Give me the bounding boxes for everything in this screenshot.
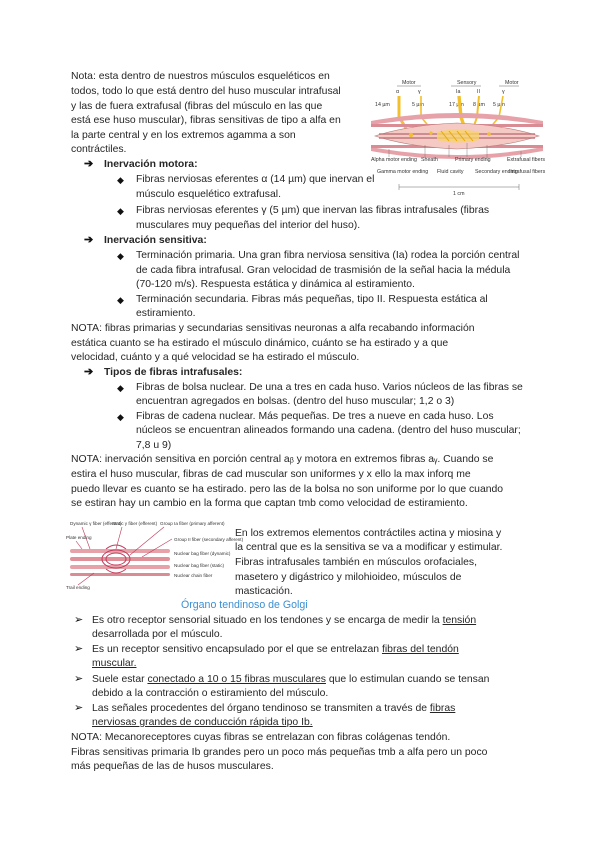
fig1-d14-label: 14 µm	[375, 102, 390, 108]
side-line: masetero y digástrico y milohioideo, músculos de	[235, 572, 462, 583]
side-line: Fibras intrafusales también en músculos orofaciales,	[235, 557, 477, 568]
fig1-secondary-label: Secondary ending	[475, 169, 518, 175]
fig1-d17-label: 17 µm	[449, 102, 464, 108]
motor-heading: Inervación motora:	[104, 159, 198, 170]
intrafusal-fibers-figure	[64, 519, 244, 597]
note1-line: estática cuanto se ha estirado el músculo dinámico, cuánto se ha estirado y a que	[71, 338, 449, 349]
golgi-item-4-cont: nerviosas grandes de conducción rápida tipo Ib.	[92, 717, 313, 728]
motor-bullet-2-cont: musculares muy pequeñas del interior del huso).	[136, 220, 361, 231]
note1-line: velocidad, cuánto y a qué velocidad se ha estirado el músculo.	[71, 352, 360, 363]
sensory-bullet-1-cont: de cada fibra intrafusal. Gran velocidad de trasmisión de la señal hacia la médula	[136, 265, 511, 276]
fig2-plate-label: Plate ending	[66, 535, 92, 540]
motor-bullet-2: Fibras nerviosas eferentes γ (5 µm) que inervan las fibras intrafusales (fibras	[136, 205, 490, 216]
arrow-bullet-icon: ➔	[84, 158, 94, 170]
motor-bullet-1-cont: músculo esquelético extrafusal.	[136, 189, 281, 200]
diamond-bullet-icon: ◆	[117, 175, 124, 185]
fig1-gamma2-label: γ	[502, 89, 505, 95]
intro-line: contráctiles.	[71, 144, 127, 155]
diamond-bullet-icon: ◆	[117, 251, 124, 261]
motor-bullet-1: Fibras nerviosas eferentes α (14 µm) que inervan el	[136, 174, 375, 185]
chevron-bullet-icon: ➢	[74, 614, 84, 626]
golgi-item-3-cont: debido a la contracción o estiramiento del músculo.	[92, 688, 329, 699]
fig1-sensory-label: Sensory	[457, 80, 477, 86]
chevron-bullet-icon: ➢	[74, 702, 84, 714]
intro-line: Nota: esta dentro de nuestros músculos esqueléticos en	[71, 71, 330, 82]
closing-line: NOTA: Mecanoreceptores cuyas fibras se entrelazan con fibras colágenas tendón.	[71, 732, 451, 743]
golgi-item-2-underline: fibras del tendón	[381, 644, 459, 655]
types-bullet-2-cont: 7,8 u 9)	[136, 440, 172, 451]
types-bullet-2-cont: núcleos se encuentran alineados formando una cadena. (dentro del huso muscular;	[136, 425, 521, 436]
intro-line: está ese huso muscular), fibras sensitivas de tipo a alfa en	[71, 115, 341, 126]
diamond-bullet-icon: ◆	[117, 295, 124, 305]
closing-line: más pequeñas de las de husos musculares.	[71, 761, 274, 772]
fig1-alpha-label: α	[396, 89, 400, 95]
fig1-sheath-label: Sheath	[421, 157, 438, 163]
fig2-group-ii-label: Group II fiber (secondary afferent)	[174, 537, 244, 542]
diamond-bullet-icon: ◆	[117, 383, 124, 393]
sensory-heading: Inervación sensitiva:	[104, 235, 207, 246]
fig1-extrafusal-label: Extrafusal fibers	[507, 157, 545, 163]
intro-line: la parte central y en los extremos agamma a son	[71, 130, 296, 141]
note2-line: NOTA: inervación sensitiva en porción central aᵦ y motora en extremos fibras aᵧ. Cuando se	[71, 454, 494, 465]
golgi-item-1: Es otro receptor sensorial situado en los tendones y se encarga de medir la tensión	[92, 615, 477, 626]
chevron-bullet-icon: ➢	[74, 643, 84, 655]
golgi-item-2: Es un receptor sensitivo encapsulado por el que se entrelazan fibras del tendón	[92, 644, 459, 655]
types-heading: Tipos de fibras intrafusales:	[104, 367, 243, 378]
types-bullet-2: Fibras de cadena nuclear. Más pequeñas. De tres a nueve en cada huso. Los	[136, 411, 494, 422]
note2-line: puedo llevar es cuanto se ha estirado. pero las de la bolsa no son uniforme por lo que cuando	[71, 484, 504, 495]
fig1-motor-right-label: Motor	[505, 80, 519, 86]
fig1-alpha-ending-label: Alpha motor ending	[371, 157, 417, 163]
golgi-item-4: Las señales procedentes del órgano tendinoso se transmiten a través de fibras	[92, 703, 456, 714]
golgi-item-1-cont: desarrollada por el músculo.	[92, 629, 223, 640]
golgi-item-3: Suele estar conectado a 10 o 15 fibras musculares que lo estimulan cuando se tensan	[92, 674, 490, 685]
chevron-bullet-icon: ➢	[74, 673, 84, 685]
fig1-intrafusal-label: Intrafusal fibers	[509, 169, 546, 175]
fig1-gamma-label: γ	[418, 89, 421, 95]
fig1-gamma-ending-label: Gamma motor ending	[377, 169, 429, 175]
types-bullet-1: Fibras de bolsa nuclear. De una a tres en cada huso. Varios núcleos de las fibras se	[136, 382, 523, 393]
muscle-spindle-figure	[369, 77, 545, 196]
fig1-fluid-label: Fluid cavity	[437, 169, 464, 175]
fig2-bag2-label: Nuclear bag fiber (static)	[174, 563, 225, 568]
intro-line: y las de fuera extrafusal (fibras del músculo en las que	[71, 101, 323, 112]
fig2-trail-label: Trail ending	[66, 585, 90, 590]
arrow-bullet-icon: ➔	[84, 234, 94, 246]
fig2-chain-label: Nuclear chain fiber	[174, 573, 213, 578]
side-line: En los extremos elementos contráctiles actina y miosina y	[235, 528, 502, 539]
golgi-item-3-underline: conectado a 10 o 15 fibras musculares	[147, 674, 326, 685]
note2-line: se estiran hay un cambio en la forma que captan tmb como velocidad de estiramiento.	[71, 498, 468, 509]
sensory-bullet-1-cont: (70-120 m/s). Respuesta estática y dinámica al estiramiento.	[136, 279, 415, 290]
fig2-group-ia-label: Group Ia fiber (primary afferent)	[160, 521, 225, 526]
fig1-d8-label: 8 µm	[473, 102, 485, 108]
fig1-d5b-label: 5 µm	[493, 102, 505, 108]
diamond-bullet-icon: ◆	[117, 412, 124, 422]
fig2-static-label: Static γ fiber (efferent)	[112, 521, 158, 526]
golgi-item-2-cont: muscular.	[92, 658, 137, 669]
diamond-bullet-icon: ◆	[117, 206, 124, 216]
types-bullet-1-cont: encuentran agregados en bolsas. (dentro del huso muscular; 1,2 o 3)	[136, 396, 455, 407]
sensory-bullet-2-cont: estiramiento.	[136, 308, 196, 319]
note2-line: estira el huso muscular, fibras de cad muscular son uniformes y x ello la max inforq me	[71, 469, 471, 480]
fig1-scale-label: 1 cm	[453, 191, 465, 197]
note1-line: NOTA: fibras primarias y secundarias sensitivas neuronas a alfa recabando información	[71, 323, 475, 334]
intrafusal-fiber-bundle	[70, 545, 170, 576]
fig2-dynamic-label: Dynamic γ fiber (efferent)	[70, 521, 122, 526]
arrow-bullet-icon: ➔	[84, 366, 94, 378]
golgi-heading: Órgano tendinoso de Golgi	[181, 599, 308, 611]
golgi-item-4-underline: fibras	[429, 703, 456, 714]
fig1-ia-label: Ia	[456, 89, 461, 95]
fig1-ii-label: II	[477, 89, 480, 95]
fig1-primary-label: Primary ending	[455, 157, 491, 163]
sensory-bullet-2: Terminación secundaria. Fibras más pequeñas, tipo II. Respuesta estática al	[136, 294, 488, 305]
fig2-bag-label: Nuclear bag fiber (dynamic)	[174, 551, 231, 556]
fig1-motor-left-label: Motor	[402, 80, 416, 86]
fig1-d5-label: 5 µm	[412, 102, 424, 108]
intro-line: todos, todo lo que está dentro del huso muscular intrafusal	[71, 86, 341, 97]
side-line: la central que es la sensitiva se va a modificar y estimular.	[235, 542, 503, 553]
side-line: masticación.	[235, 586, 293, 597]
sensory-bullet-1: Terminación primaria. Una gran fibra nerviosa sensitiva (Ia) rodea la porción central	[136, 250, 520, 261]
golgi-item-1-underline: tensión	[442, 615, 477, 626]
closing-line: Fibras sensitivas primaria Ib grandes pero un poco más pequeñas tmb a alfa pero un poco	[71, 747, 488, 758]
